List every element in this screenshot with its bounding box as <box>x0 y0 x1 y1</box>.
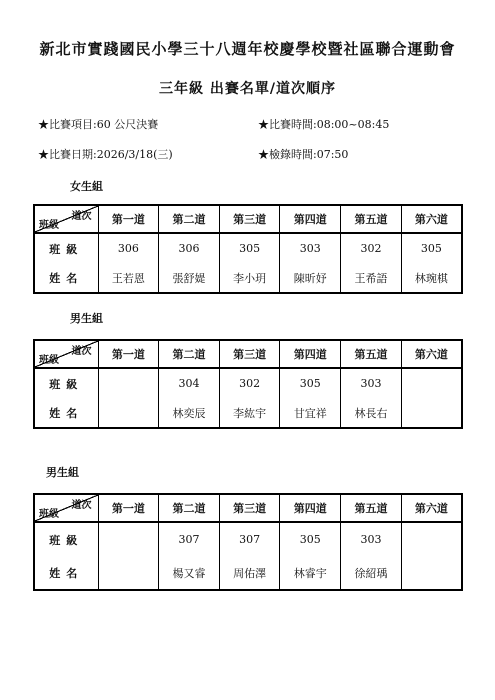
class-cell <box>98 522 159 556</box>
class-cell: 304 <box>159 368 220 398</box>
name-cell: 李紘宇 <box>219 398 280 428</box>
lane-header: 第一道 <box>98 205 159 233</box>
lane-header: 第六道 <box>401 205 462 233</box>
group-label-boys-2: 男生組 <box>46 466 79 479</box>
lane-header: 第二道 <box>159 205 220 233</box>
name-cell: 林琬棋 <box>401 263 462 293</box>
class-cell: 303 <box>341 368 402 398</box>
class-cell: 306 <box>159 233 220 263</box>
lane-header: 第四道 <box>280 494 341 522</box>
lane-table-boys-2 <box>33 493 463 591</box>
lane-header: 第二道 <box>159 494 220 522</box>
corner-cell <box>34 205 98 233</box>
row-label-class: 班級 <box>34 233 98 263</box>
corner-class-label: 班級 <box>39 220 59 231</box>
corner-lane-label: 道次 <box>71 211 92 222</box>
lane-header: 第一道 <box>98 494 159 522</box>
lane-table-boys <box>33 339 463 429</box>
row-label-name: 姓名 <box>34 398 98 428</box>
group-label-girls: 女生組 <box>70 180 103 193</box>
corner-class-label: 班級 <box>39 355 59 366</box>
class-cell <box>401 522 462 556</box>
corner-cell <box>34 340 98 368</box>
class-cell: 305 <box>219 233 280 263</box>
class-cell: 303 <box>341 522 402 556</box>
name-cell: 李小玥 <box>219 263 280 293</box>
class-cell: 305 <box>401 233 462 263</box>
name-cell: 陳昕妤 <box>280 263 341 293</box>
group-label-boys: 男生組 <box>70 312 103 325</box>
class-cell: 302 <box>219 368 280 398</box>
name-cell <box>401 556 462 590</box>
lane-header: 第一道 <box>98 340 159 368</box>
name-cell: 甘宜祥 <box>280 398 341 428</box>
row-label-name: 姓名 <box>34 556 98 590</box>
document-subtitle: 三年級 出賽名單/道次順序 <box>159 81 336 97</box>
event-time: ★比賽時間:08:00~08:45 <box>258 118 390 131</box>
table-header-row <box>34 494 462 522</box>
lane-header: 第五道 <box>341 494 402 522</box>
name-cell: 張舒媞 <box>159 263 220 293</box>
class-cell: 305 <box>280 522 341 556</box>
class-cell: 303 <box>280 233 341 263</box>
class-cell: 307 <box>159 522 220 556</box>
lane-header: 第三道 <box>219 494 280 522</box>
row-label-class: 班級 <box>34 522 98 556</box>
checkin-time: ★檢錄時間:07:50 <box>258 148 349 161</box>
lane-header: 第六道 <box>401 340 462 368</box>
table-header-row <box>34 340 462 368</box>
class-cell: 302 <box>341 233 402 263</box>
corner-lane-label: 道次 <box>71 500 92 511</box>
table-row-name <box>34 398 462 428</box>
event-item: ★比賽項目:60 公尺決賽 <box>38 118 159 131</box>
table-header-row <box>34 205 462 233</box>
row-label-class: 班級 <box>34 368 98 398</box>
name-cell: 王若恩 <box>98 263 159 293</box>
name-cell: 林長右 <box>341 398 402 428</box>
lane-header: 第六道 <box>401 494 462 522</box>
lane-header: 第三道 <box>219 205 280 233</box>
class-cell <box>401 368 462 398</box>
lane-header: 第四道 <box>280 340 341 368</box>
name-cell: 徐紹瑀 <box>341 556 402 590</box>
table-row-class <box>34 368 462 398</box>
name-cell: 周佑澤 <box>219 556 280 590</box>
corner-cell <box>34 494 98 522</box>
lane-header: 第五道 <box>341 340 402 368</box>
event-date: ★比賽日期:2026/3/18(三) <box>38 148 173 161</box>
name-cell: 林奕辰 <box>159 398 220 428</box>
corner-class-label: 班級 <box>39 509 59 520</box>
row-label-name: 姓名 <box>34 263 98 293</box>
name-cell: 林睿宇 <box>280 556 341 590</box>
document-title: 新北市實踐國民小學三十八週年校慶學校暨社區聯合運動會 <box>39 40 456 58</box>
table-row-name <box>34 556 462 590</box>
lane-table-girls <box>33 204 463 294</box>
table-row-class <box>34 233 462 263</box>
corner-lane-label: 道次 <box>71 346 92 357</box>
class-cell: 307 <box>219 522 280 556</box>
table-row-name <box>34 263 462 293</box>
lane-header: 第二道 <box>159 340 220 368</box>
lane-header: 第四道 <box>280 205 341 233</box>
name-cell <box>98 556 159 590</box>
class-cell <box>98 368 159 398</box>
name-cell <box>98 398 159 428</box>
name-cell: 王希語 <box>341 263 402 293</box>
name-cell <box>401 398 462 428</box>
class-cell: 306 <box>98 233 159 263</box>
class-cell: 305 <box>280 368 341 398</box>
lane-header: 第五道 <box>341 205 402 233</box>
lane-header: 第三道 <box>219 340 280 368</box>
name-cell: 楊又睿 <box>159 556 220 590</box>
table-row-class <box>34 522 462 556</box>
